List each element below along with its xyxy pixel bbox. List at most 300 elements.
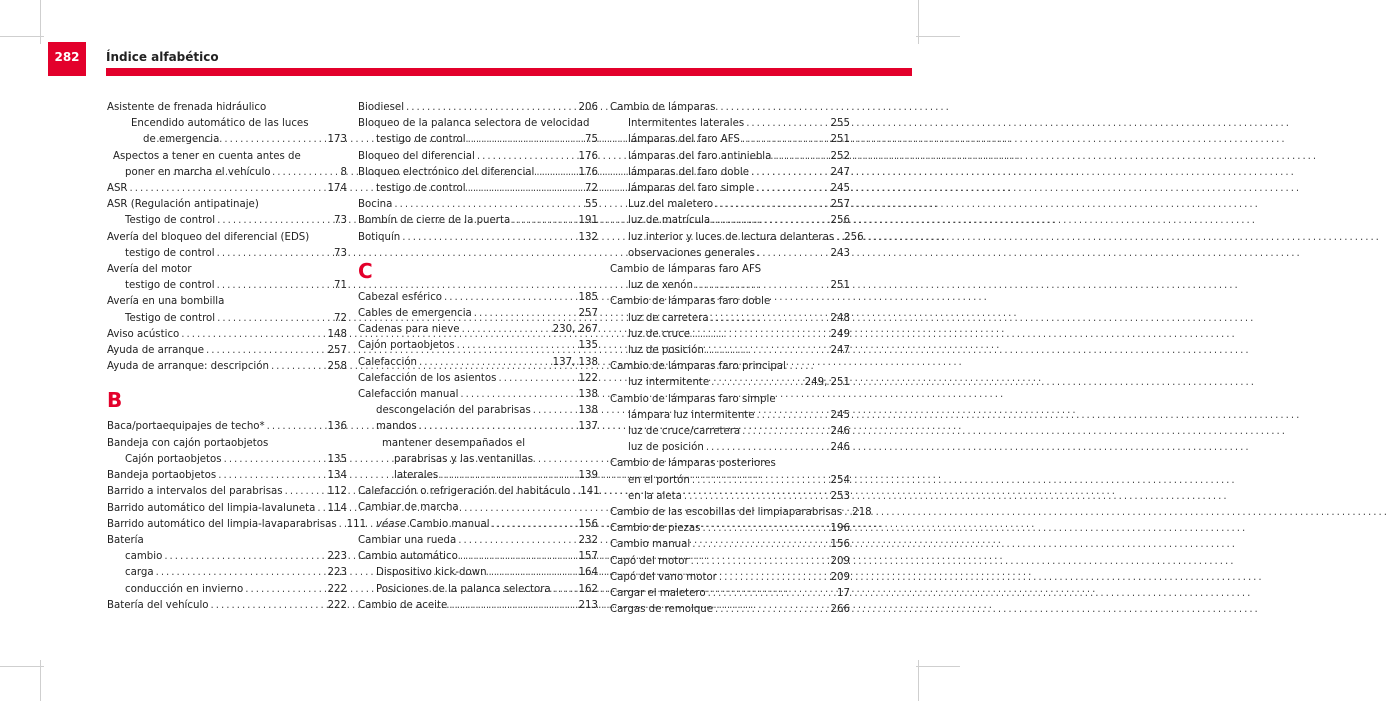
page-ref: 247 xyxy=(830,166,850,178)
page-ref: 141 xyxy=(580,486,600,498)
leader-dots xyxy=(692,327,829,343)
leader-dots xyxy=(217,246,332,262)
leader-dots xyxy=(460,387,576,403)
leader-dots xyxy=(536,165,576,181)
index-entry-text: Baca/portaequipajes de techo* xyxy=(107,421,265,433)
index-entry-text: Aviso acústico xyxy=(107,328,180,340)
page-ref: 17 xyxy=(837,588,850,600)
index-subentry xyxy=(610,440,850,456)
leader-dots xyxy=(267,419,326,435)
index-subentry xyxy=(610,116,850,132)
index-entry-text: luz interior y luces de lectura delanteras xyxy=(628,231,835,243)
index-entry-text: testigo de control xyxy=(125,280,215,292)
index-entry-text: Calefacción o refrigeración del habitáculo xyxy=(358,486,571,498)
index-heading: Avería del bloqueo del diferencial (EDS) xyxy=(107,231,310,243)
index-letter-heading: B xyxy=(107,388,123,413)
index-subentry xyxy=(610,408,850,424)
index-heading: Batería xyxy=(107,534,144,546)
index-entry-text: Barrido a intervalos del parabrisas xyxy=(107,486,283,498)
leader-dots xyxy=(211,598,326,614)
page-ref: 138 xyxy=(578,405,598,417)
index-entry-text: testigo de control xyxy=(376,183,466,195)
leader-dots xyxy=(533,403,577,419)
index-subentry xyxy=(358,436,598,485)
index-entry-text: Bloqueo electrónico del diferencial xyxy=(358,166,535,178)
index-entry xyxy=(358,533,598,549)
page-ref: 73 xyxy=(334,215,347,227)
page-ref: 137, 138 xyxy=(552,356,598,368)
page-ref: 258 xyxy=(327,361,347,373)
page-ref: 135 xyxy=(578,340,598,352)
page-ref: 247 xyxy=(830,345,850,357)
leader-dots xyxy=(757,246,829,262)
index-entry-text: Capó del motor xyxy=(610,555,689,567)
page-ref: 137 xyxy=(578,421,598,433)
index-entry-text: Cables de emergencia xyxy=(358,308,472,320)
page-ref: 251 xyxy=(830,134,850,146)
leader-dots xyxy=(317,501,325,517)
leader-dots xyxy=(553,582,577,598)
index-subentry xyxy=(610,311,850,327)
index-entry xyxy=(610,570,850,586)
index-entry xyxy=(358,230,598,246)
index-entry-text: Bombín de cierre de la puerta xyxy=(358,215,511,227)
page-ref: 252 xyxy=(830,150,850,162)
index-entry xyxy=(107,343,347,359)
leader-dots xyxy=(458,533,576,549)
leader-dots xyxy=(691,554,829,570)
page-ref: 122 xyxy=(578,372,598,384)
index-entry xyxy=(610,602,850,618)
index-column-3 xyxy=(610,100,872,619)
index-entry-text: lámparas del faro simple xyxy=(628,183,755,195)
leader-dots xyxy=(742,132,829,148)
page-ref: 254 xyxy=(830,474,850,486)
page-ref: 257 xyxy=(830,199,850,211)
leader-dots xyxy=(742,424,828,440)
header-rule xyxy=(106,68,912,76)
page-ref: 255 xyxy=(830,118,850,130)
index-heading: Asistente de frenada hidráulico xyxy=(107,102,267,113)
crop-mark xyxy=(0,666,44,667)
index-subentry xyxy=(610,473,850,489)
page-ref: 138 xyxy=(578,389,598,401)
index-heading: Bandeja con cajón portaobjetos xyxy=(107,437,269,449)
index-entry xyxy=(358,371,598,387)
page-ref: 174 xyxy=(327,183,347,195)
index-entry xyxy=(107,181,347,197)
index-subentry xyxy=(610,343,850,359)
page-ref: 222 xyxy=(327,583,347,595)
page-ref: 156 xyxy=(578,518,598,530)
page-ref: 232 xyxy=(578,534,598,546)
index-entry xyxy=(107,149,347,181)
page-ref: 148 xyxy=(327,328,347,340)
leader-dots xyxy=(773,149,828,165)
leader-dots xyxy=(457,338,577,354)
index-entry-text: en la aleta xyxy=(628,490,682,502)
index-entry-text: Cambiar una rueda xyxy=(358,534,457,546)
page-ref: 213 xyxy=(578,599,598,611)
index-subentry xyxy=(610,246,850,262)
crop-mark xyxy=(40,0,41,44)
index-entry-text xyxy=(376,517,490,533)
index-entry-text: Cambio de piezas xyxy=(610,523,701,535)
index-entry-text: Calefacción manual xyxy=(358,389,459,401)
index-entry-text: Batería del vehículo xyxy=(107,599,209,611)
page-ref: 111 xyxy=(346,518,367,530)
index-entry-text: Testigo de control xyxy=(125,215,216,227)
crop-mark xyxy=(40,660,41,701)
index-entry-text: luz de posición xyxy=(628,442,704,454)
index-entry-text: Aspectos a tener en cuenta antes de poner en marcha el vehículo xyxy=(113,150,301,178)
index-entry-text: ASR xyxy=(107,183,128,195)
index-entry-text: luz de cruce xyxy=(628,328,690,340)
index-subentry xyxy=(107,565,347,581)
index-entry-text: Dispositivo kick-down xyxy=(376,567,487,579)
index-entry xyxy=(107,359,347,375)
leader-dots xyxy=(217,213,332,229)
leader-dots xyxy=(217,278,332,294)
index-subentry xyxy=(107,246,347,262)
crop-mark xyxy=(918,660,919,701)
index-entry xyxy=(358,598,598,614)
leader-dots xyxy=(706,440,829,456)
index-entry xyxy=(358,165,598,181)
page-ref: 245 xyxy=(830,409,850,421)
index-entry xyxy=(358,213,598,229)
index-heading: Cambiar de marcha xyxy=(358,502,459,514)
page-ref: 191 xyxy=(578,215,598,227)
index-entry-text: testigo de control xyxy=(376,134,466,146)
page-ref: 114 xyxy=(327,502,347,514)
index-heading: Avería en una bombilla xyxy=(107,296,225,308)
index-subentry xyxy=(358,517,598,533)
page-ref: 135 xyxy=(327,453,347,465)
index-subentry xyxy=(358,132,598,148)
index-entry-text: Encendido automático de las luces de emergencia xyxy=(131,118,309,146)
leader-dots xyxy=(406,100,577,116)
index-subentry xyxy=(107,213,347,229)
index-entry-text: descongelación del parabrisas xyxy=(376,405,531,417)
page-ref: 256 xyxy=(844,231,864,243)
index-entry xyxy=(358,355,598,371)
page-ref: 218 xyxy=(852,507,872,519)
index-subentry xyxy=(610,424,850,440)
leader-dots xyxy=(285,484,326,500)
leader-dots xyxy=(181,327,325,343)
page-ref: 245 xyxy=(830,183,850,195)
index-entry-text: lámparas del faro antiniebla xyxy=(628,150,772,162)
page-title: Índice alfabético xyxy=(106,50,219,64)
index-entry xyxy=(358,322,598,338)
index-entry-text: luz de xenón xyxy=(628,280,693,292)
leader-dots xyxy=(468,132,583,148)
index-entry xyxy=(358,197,598,213)
index-entry-text: Bocina xyxy=(358,199,393,211)
page-ref: 185 xyxy=(578,291,598,303)
index-entry-text: luz de carretera xyxy=(628,312,709,324)
index-entry-text: Cambio automático xyxy=(358,551,458,563)
index-subentry xyxy=(107,582,347,598)
index-entry xyxy=(107,468,347,484)
index-entry-text: Cadenas para nieve xyxy=(358,324,460,336)
page-ref: 206 xyxy=(578,102,598,113)
index-entry-text: observaciones generales xyxy=(628,247,755,259)
crop-mark xyxy=(0,36,44,37)
index-subentry xyxy=(107,116,347,148)
index-subentry xyxy=(358,403,598,419)
index-entry xyxy=(358,290,598,306)
index-subentry xyxy=(107,549,347,565)
index-entry-text: Calefacción xyxy=(358,356,418,368)
index-entry-text: Calefacción de los asientos xyxy=(358,372,497,384)
index-subentry xyxy=(610,278,850,294)
index-heading: Cambio de lámparas faro doble xyxy=(610,296,771,308)
index-entry xyxy=(107,419,347,435)
page-ref: 173 xyxy=(327,134,347,146)
leader-dots xyxy=(715,602,829,618)
index-subentry xyxy=(358,419,598,435)
index-entry xyxy=(358,549,598,565)
index-entry xyxy=(107,484,347,500)
leader-dots xyxy=(572,484,578,500)
index-entry xyxy=(610,521,850,537)
page-ref: 256 xyxy=(830,215,850,227)
index-heading: Bloqueo de la palanca selectora de velocidad xyxy=(358,118,590,130)
leader-dots xyxy=(271,359,326,375)
leader-dots xyxy=(162,165,339,181)
leader-dots xyxy=(339,517,345,533)
page-ref: 162 xyxy=(578,583,598,595)
index-entry-text: luz de matrícula xyxy=(628,215,711,227)
leader-dots xyxy=(468,181,583,197)
leader-dots xyxy=(844,505,850,521)
leader-dots xyxy=(489,565,577,581)
page-ref: 246 xyxy=(830,442,850,454)
leader-dots xyxy=(711,311,829,327)
page-ref: 257 xyxy=(578,308,598,320)
index-entry-text: Posiciones de la palanca selectora xyxy=(376,583,551,595)
page-ref: 72 xyxy=(334,312,347,324)
index-subentry xyxy=(610,165,850,181)
index-entry-text: Cajón portaobjetos xyxy=(358,340,455,352)
index-subentry xyxy=(107,311,347,327)
leader-dots xyxy=(756,181,828,197)
index-subentry xyxy=(610,489,850,505)
page-ref: 223 xyxy=(327,551,347,563)
page-ref: 139 xyxy=(578,470,598,482)
page-ref: 112 xyxy=(327,486,347,498)
index-entry-text: Botiquín xyxy=(358,231,401,243)
leader-dots xyxy=(130,181,326,197)
index-subentry xyxy=(610,230,864,246)
see-reference: véase xyxy=(376,518,407,530)
crop-mark xyxy=(916,666,960,667)
page-ref: 156 xyxy=(830,539,850,551)
index-entry-text: testigo de control xyxy=(125,247,215,259)
leader-dots xyxy=(224,452,326,468)
leader-dots xyxy=(719,570,829,586)
page-ref: 248 xyxy=(830,312,850,324)
index-entry xyxy=(107,501,347,517)
index-entry-text: Ayuda de arranque xyxy=(107,345,205,357)
index-entry xyxy=(107,327,347,343)
index-entry-text: Cambio de las escobillas del limpiaparabrisas xyxy=(610,507,843,519)
page-ref: 136 xyxy=(327,421,347,433)
page-ref: 209 xyxy=(830,571,850,583)
index-subentry xyxy=(358,565,598,581)
index-subentry xyxy=(610,327,850,343)
index-entry-text: Intermitentes laterales xyxy=(628,118,745,130)
index-column-1 xyxy=(107,100,367,614)
index-entry-text: Cargar el maletero xyxy=(610,588,706,600)
index-subentry xyxy=(610,197,850,213)
page-ref: 257 xyxy=(327,345,347,357)
page-ref: 222 xyxy=(327,599,347,611)
leader-dots xyxy=(695,278,829,294)
leader-dots xyxy=(512,213,576,229)
page-ref: 246 xyxy=(830,426,850,438)
index-column-2 xyxy=(358,100,598,614)
page-ref: 253 xyxy=(830,490,850,502)
page-ref: 132 xyxy=(578,231,598,243)
index-entry xyxy=(610,537,850,553)
index-entry xyxy=(610,505,872,521)
index-entry-text: lámparas del faro AFS xyxy=(628,134,740,146)
leader-dots xyxy=(692,537,828,553)
index-heading: Avería del motor xyxy=(107,264,192,276)
page-ref: 230, 267 xyxy=(552,324,598,336)
index-heading: Cambio de lámparas posteriores xyxy=(610,458,776,470)
index-entry xyxy=(107,598,347,614)
leader-dots xyxy=(245,582,325,598)
page-ref: 196 xyxy=(830,523,850,535)
index-entry xyxy=(358,149,598,165)
index-entry-text: Luz del maletero xyxy=(628,199,714,211)
leader-dots xyxy=(419,355,551,371)
index-entry-text: luz intermitente xyxy=(628,377,710,389)
index-entry-text: Bandeja portaobjetos xyxy=(107,470,217,482)
page-ref: 164 xyxy=(578,567,598,579)
index-heading: ASR (Regulación antipatinaje) xyxy=(107,199,259,211)
leader-dots xyxy=(715,197,828,213)
crop-mark xyxy=(918,0,919,44)
crop-mark xyxy=(916,36,960,37)
index-entry xyxy=(358,338,598,354)
index-entry-text: luz de cruce/carretera xyxy=(628,426,741,438)
leader-dots xyxy=(402,230,576,246)
leader-dots xyxy=(712,213,828,229)
page-ref: 251 xyxy=(830,280,850,292)
index-entry-text: en el portón xyxy=(628,474,690,486)
index-entry-text: cambio xyxy=(125,551,163,563)
leader-dots xyxy=(164,549,325,565)
index-subentry xyxy=(107,452,347,468)
leader-dots xyxy=(706,343,829,359)
index-entry-label: Cambio manual xyxy=(409,518,490,530)
index-letter-heading: C xyxy=(358,258,373,283)
index-entry xyxy=(358,387,598,403)
page-ref: 75 xyxy=(585,134,598,146)
index-entry-text: mantener desempañados el parabrisas y las ventanillas laterales xyxy=(382,437,534,482)
leader-dots xyxy=(419,419,577,435)
page-ref: 223 xyxy=(327,567,347,579)
index-heading: Cambio de lámparas faro principal xyxy=(610,361,786,373)
page-ref: 134 xyxy=(327,470,347,482)
page-number: 282 xyxy=(48,42,86,76)
index-entry-text: mandos xyxy=(376,421,417,433)
page-ref: 176 xyxy=(578,150,598,162)
page-ref: 176 xyxy=(578,166,598,178)
leader-dots xyxy=(746,116,828,132)
page-ref: 73 xyxy=(334,247,347,259)
leader-dots xyxy=(751,165,829,181)
leader-dots xyxy=(462,322,551,338)
leader-dots xyxy=(492,517,577,533)
leader-dots xyxy=(206,343,326,359)
index-entry-text: lámparas del faro doble xyxy=(628,166,750,178)
index-subentry xyxy=(610,213,850,229)
index-entry-text: Barrido automático del limpia-lavaluneta xyxy=(107,502,316,514)
index-entry xyxy=(107,517,367,533)
leader-dots xyxy=(217,311,332,327)
index-subentry xyxy=(358,582,598,598)
index-subentry xyxy=(610,149,850,165)
page-ref: 8 xyxy=(340,166,347,178)
page-ref: 266 xyxy=(830,604,850,616)
page-ref: 243 xyxy=(830,247,850,259)
index-entry-text: Bloqueo del diferencial xyxy=(358,150,475,162)
leader-dots xyxy=(757,408,829,424)
index-entry-text: carga xyxy=(125,567,154,579)
index-entry-text: conducción en invierno xyxy=(125,583,244,595)
index-entry-text: Cambio de aceite xyxy=(358,599,448,611)
page-ref: 157 xyxy=(578,551,598,563)
index-subentry xyxy=(610,181,850,197)
index-entry-text: Biodiesel xyxy=(358,102,405,113)
leader-dots xyxy=(692,473,829,489)
index-entry xyxy=(358,484,598,500)
page-ref: 209 xyxy=(830,555,850,567)
index-entry xyxy=(610,554,850,570)
index-subentry xyxy=(107,278,347,294)
index-entry-text: Cabezal esférico xyxy=(358,291,443,303)
leader-dots xyxy=(702,521,828,537)
leader-dots xyxy=(711,375,802,391)
leader-dots xyxy=(708,586,835,602)
index-heading: Cambio de lámparas faro AFS xyxy=(610,264,762,276)
index-heading: Cambio de lámparas xyxy=(610,102,716,113)
page-ref: 249 xyxy=(830,328,850,340)
index-entry xyxy=(610,586,850,602)
page-ref: 249, 251 xyxy=(804,377,850,389)
index-entry-text: Capó del vano motor xyxy=(610,571,717,583)
page-ref: 71 xyxy=(334,280,347,292)
leader-dots xyxy=(460,549,577,565)
index-subentry xyxy=(358,181,598,197)
index-entry xyxy=(358,306,598,322)
leader-dots xyxy=(449,598,576,614)
leader-dots xyxy=(474,306,577,322)
index-entry-text: Cajón portaobjetos xyxy=(125,453,222,465)
index-entry-text: Ayuda de arranque: descripción xyxy=(107,361,269,373)
leader-dots xyxy=(477,149,577,165)
index-entry-text: Barrido automático del limpia-lavaparabrisas xyxy=(107,518,337,530)
leader-dots xyxy=(218,468,325,484)
index-subentry xyxy=(610,375,850,391)
leader-dots xyxy=(394,197,583,213)
